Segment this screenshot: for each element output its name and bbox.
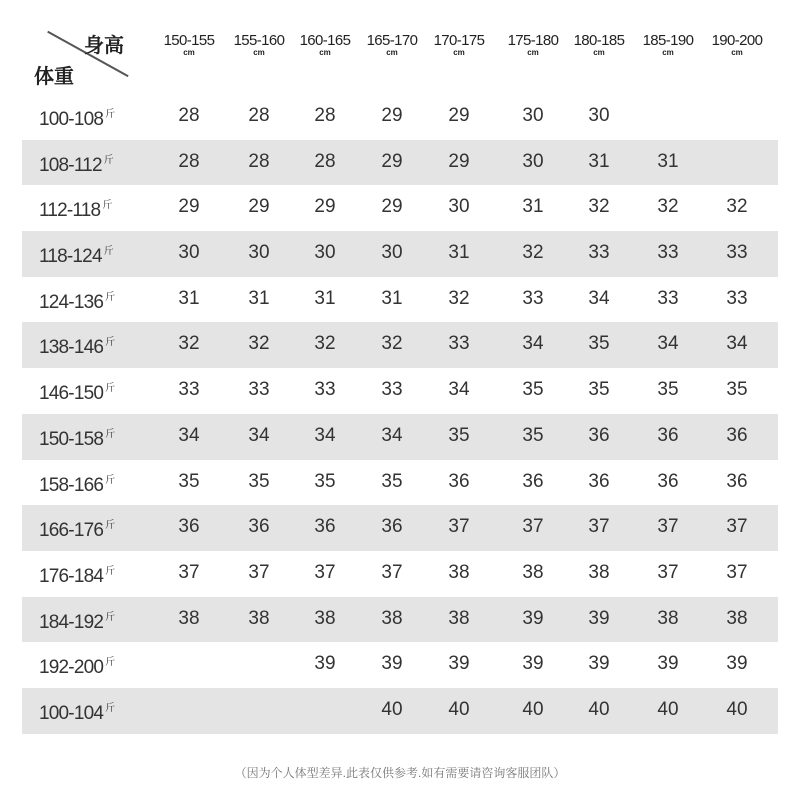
- weight-range-cell: [39, 562, 114, 588]
- weight-unit: 斤: [105, 565, 115, 577]
- height-unit: cm: [253, 48, 265, 57]
- size-cell: 37: [657, 516, 679, 538]
- size-cell: 40: [448, 698, 470, 720]
- size-cell: 36: [726, 424, 748, 446]
- weight-range: 118-124: [39, 246, 102, 268]
- size-cell: 31: [178, 287, 200, 309]
- weight-range: 138-146: [39, 337, 104, 359]
- size-cell: 39: [522, 653, 544, 675]
- weight-unit: 斤: [103, 154, 113, 166]
- size-cell: 37: [248, 561, 270, 583]
- size-cell: 35: [314, 470, 336, 492]
- size-cell: 34: [448, 379, 470, 401]
- size-cell: 36: [178, 516, 200, 538]
- size-cell: 30: [314, 242, 336, 264]
- weight-header-label: 体重: [34, 66, 74, 88]
- size-cell: 40: [522, 698, 544, 720]
- weight-unit: 斤: [105, 657, 115, 669]
- weight-unit: 斤: [105, 520, 115, 532]
- size-cell: 29: [448, 105, 470, 126]
- size-cell: 37: [588, 516, 610, 538]
- size-cell: 30: [522, 105, 544, 126]
- size-cell: 29: [381, 150, 403, 172]
- size-cell: 32: [657, 196, 679, 218]
- weight-range: 184-192: [39, 611, 104, 633]
- height-column-header: [631, 32, 705, 57]
- size-cell: 33: [657, 242, 679, 264]
- size-cell: 35: [726, 379, 748, 401]
- weight-range-cell: [39, 288, 114, 314]
- size-cell: 35: [178, 470, 200, 492]
- weight-range: 100-108: [39, 109, 104, 130]
- table-row: [22, 94, 778, 140]
- size-cell: 38: [178, 607, 200, 629]
- size-cell: 33: [248, 379, 270, 401]
- size-cell: 33: [314, 379, 336, 401]
- height-column-header: [496, 32, 570, 57]
- weight-range: 158-166: [39, 474, 104, 496]
- size-cell: 29: [381, 196, 403, 218]
- size-cell: 37: [178, 561, 200, 583]
- size-cell: 32: [381, 333, 403, 355]
- size-table: [22, 94, 778, 734]
- size-cell: 28: [178, 105, 200, 126]
- height-range: 155-160: [233, 32, 285, 49]
- size-cell: 37: [522, 516, 544, 538]
- size-cell: 34: [726, 333, 748, 355]
- size-cell: 39: [588, 607, 610, 629]
- size-cell: 38: [522, 561, 544, 583]
- size-cell: 34: [314, 424, 336, 446]
- weight-range-cell: [39, 608, 114, 634]
- height-unit: cm: [731, 48, 743, 57]
- size-cell: 32: [522, 242, 544, 264]
- height-range: 190-200: [711, 32, 763, 49]
- table-row: [22, 368, 778, 414]
- size-cell: 38: [381, 607, 403, 629]
- size-cell: 36: [588, 424, 610, 446]
- size-cell: 28: [248, 150, 270, 172]
- weight-range: 176-184: [39, 565, 104, 587]
- size-cell: 32: [314, 333, 336, 355]
- size-cell: 33: [522, 287, 544, 309]
- table-row: [22, 551, 778, 597]
- height-column-header: [288, 32, 362, 57]
- size-cell: 28: [314, 150, 336, 172]
- footnote: （因为个人体型差异.此表仅供参考.如有需要请咨询客服团队）: [234, 766, 566, 780]
- table-row: [22, 277, 778, 323]
- size-cell: 32: [248, 333, 270, 355]
- weight-range: 100-104: [39, 702, 104, 724]
- size-cell: 38: [448, 561, 470, 583]
- table-row: [22, 185, 778, 231]
- table-row: [22, 140, 778, 186]
- size-cell: 31: [381, 287, 403, 309]
- size-cell: 31: [448, 242, 470, 264]
- size-cell: 39: [522, 607, 544, 629]
- size-cell: 30: [248, 242, 270, 264]
- weight-unit: 斤: [102, 200, 112, 212]
- size-cell: 38: [726, 607, 748, 629]
- size-cell: 30: [448, 196, 470, 218]
- size-cell: 39: [588, 653, 610, 675]
- size-cell: 35: [381, 470, 403, 492]
- weight-range-cell: [39, 196, 112, 222]
- size-cell: 33: [448, 333, 470, 355]
- size-cell: 35: [248, 470, 270, 492]
- size-cell: 36: [588, 470, 610, 492]
- height-column-header: [222, 32, 296, 57]
- size-cell: 36: [726, 470, 748, 492]
- size-cell: 30: [588, 105, 610, 126]
- size-cell: 37: [448, 516, 470, 538]
- weight-range-cell: [39, 425, 114, 451]
- size-cell: 36: [248, 516, 270, 538]
- size-cell: 33: [726, 242, 748, 264]
- height-column-header: [422, 32, 496, 57]
- size-cell: 29: [448, 150, 470, 172]
- height-range: 160-165: [299, 32, 351, 49]
- size-cell: 38: [448, 607, 470, 629]
- height-range: 185-190: [642, 32, 694, 49]
- size-cell: 39: [381, 653, 403, 675]
- size-cell: 39: [448, 653, 470, 675]
- height-unit: cm: [183, 48, 195, 57]
- size-cell: 34: [381, 424, 403, 446]
- size-cell: 38: [588, 561, 610, 583]
- table-row: [22, 322, 778, 368]
- size-cell: 35: [522, 379, 544, 401]
- weight-range: 108-112: [39, 154, 102, 176]
- size-cell: 29: [314, 196, 336, 218]
- size-cell: 35: [522, 424, 544, 446]
- size-cell: 34: [178, 424, 200, 446]
- weight-unit: 斤: [105, 611, 115, 623]
- height-column-header: [700, 32, 774, 57]
- size-cell: 34: [657, 333, 679, 355]
- size-cell: 36: [657, 424, 679, 446]
- height-range: 180-185: [573, 32, 625, 49]
- size-cell: 30: [178, 242, 200, 264]
- size-cell: 37: [314, 561, 336, 583]
- table-row: [22, 414, 778, 460]
- height-unit: cm: [662, 48, 674, 57]
- weight-range-cell: [39, 333, 114, 359]
- height-column-header: [152, 32, 226, 57]
- size-cell: 33: [178, 379, 200, 401]
- size-cell: 31: [314, 287, 336, 309]
- height-unit: cm: [386, 48, 398, 57]
- size-cell: 31: [588, 150, 610, 172]
- size-cell: 36: [314, 516, 336, 538]
- weight-range-cell: [39, 242, 113, 268]
- weight-range-cell: [39, 653, 114, 679]
- size-cell: 35: [657, 379, 679, 401]
- size-cell: 40: [381, 698, 403, 720]
- size-cell: 37: [726, 561, 748, 583]
- size-cell: 38: [657, 607, 679, 629]
- weight-range-cell: [39, 105, 114, 131]
- size-cell: 40: [726, 698, 748, 720]
- size-cell: 35: [588, 379, 610, 401]
- weight-unit: 斤: [105, 428, 115, 440]
- size-cell: 29: [248, 196, 270, 218]
- size-cell: 29: [381, 105, 403, 126]
- height-column-header: [562, 32, 636, 57]
- size-cell: 39: [314, 653, 336, 675]
- height-unit: cm: [453, 48, 465, 57]
- size-cell: 37: [381, 561, 403, 583]
- height-header-label: 身高: [84, 35, 124, 57]
- size-cell: 37: [726, 516, 748, 538]
- size-cell: 28: [248, 105, 270, 126]
- height-range: 170-175: [433, 32, 485, 49]
- size-cell: 33: [381, 379, 403, 401]
- weight-range: 146-150: [39, 383, 104, 405]
- size-cell: 35: [448, 424, 470, 446]
- weight-range: 166-176: [39, 520, 104, 542]
- size-cell: 33: [657, 287, 679, 309]
- size-cell: 34: [522, 333, 544, 355]
- size-cell: 31: [657, 150, 679, 172]
- height-column-header: [355, 32, 429, 57]
- size-cell: 30: [522, 150, 544, 172]
- height-range: 150-155: [163, 32, 215, 49]
- height-range: 175-180: [507, 32, 559, 49]
- weight-unit: 斤: [105, 474, 115, 486]
- size-cell: 35: [588, 333, 610, 355]
- size-cell: 34: [588, 287, 610, 309]
- size-cell: 29: [178, 196, 200, 218]
- size-cell: 32: [178, 333, 200, 355]
- weight-range: 150-158: [39, 428, 104, 450]
- header-corner: [22, 20, 132, 90]
- table-row: [22, 597, 778, 643]
- table-row: [22, 505, 778, 551]
- table-row: [22, 688, 778, 734]
- size-cell: 30: [381, 242, 403, 264]
- weight-unit: 斤: [105, 337, 115, 349]
- size-cell: 40: [657, 698, 679, 720]
- weight-unit: 斤: [105, 109, 115, 120]
- height-range: 165-170: [366, 32, 418, 49]
- size-cell: 32: [448, 287, 470, 309]
- size-cell: 36: [381, 516, 403, 538]
- table-row: [22, 460, 778, 506]
- weight-unit: 斤: [105, 383, 115, 395]
- weight-range-cell: [39, 471, 114, 497]
- size-cell: 36: [522, 470, 544, 492]
- size-cell: 28: [314, 105, 336, 126]
- weight-range: 112-118: [39, 200, 101, 222]
- size-cell: 31: [522, 196, 544, 218]
- size-cell: 33: [588, 242, 610, 264]
- table-row: [22, 642, 778, 688]
- height-unit: cm: [319, 48, 331, 57]
- height-unit: cm: [593, 48, 605, 57]
- size-cell: 28: [178, 150, 200, 172]
- weight-range-cell: [39, 516, 114, 542]
- size-cell: 39: [657, 653, 679, 675]
- size-cell: 38: [314, 607, 336, 629]
- size-cell: 39: [726, 653, 748, 675]
- weight-range-cell: [39, 379, 114, 405]
- size-cell: 34: [248, 424, 270, 446]
- weight-range-cell: [39, 151, 113, 177]
- size-cell: 32: [726, 196, 748, 218]
- size-cell: 37: [657, 561, 679, 583]
- table-row: [22, 231, 778, 277]
- weight-unit: 斤: [105, 702, 115, 714]
- weight-range: 192-200: [39, 657, 104, 679]
- weight-unit: 斤: [105, 291, 115, 303]
- size-cell: 31: [248, 287, 270, 309]
- size-cell: 40: [588, 698, 610, 720]
- weight-range: 124-136: [39, 291, 104, 313]
- height-unit: cm: [527, 48, 539, 57]
- size-cell: 32: [588, 196, 610, 218]
- size-cell: 36: [657, 470, 679, 492]
- size-cell: 36: [448, 470, 470, 492]
- size-cell: 33: [726, 287, 748, 309]
- size-cell: 38: [248, 607, 270, 629]
- weight-range-cell: [39, 699, 114, 725]
- weight-unit: 斤: [103, 246, 113, 258]
